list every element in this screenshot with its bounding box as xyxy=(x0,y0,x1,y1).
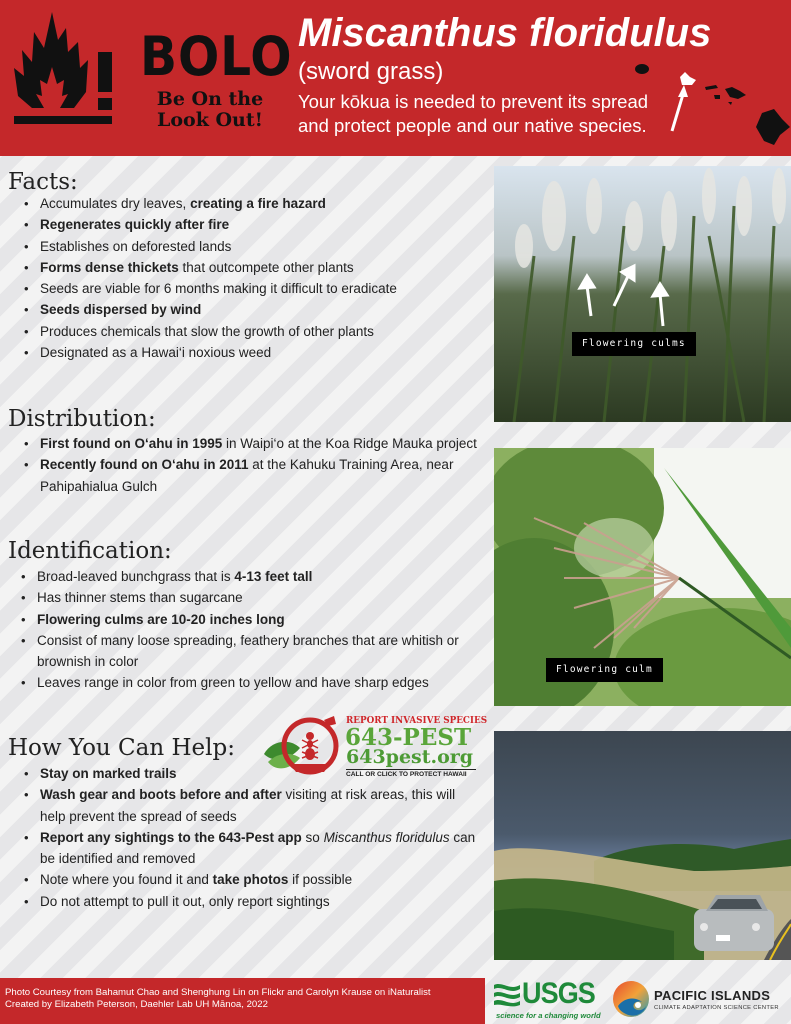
list-item: • Consist of many loose spreading, feathery branches that are whitish or brownish in color xyxy=(21,630,471,673)
photo-caption: Flowering culms xyxy=(572,332,696,356)
fire-hazard-icon xyxy=(12,12,112,124)
bolo-subtitle-line1: Be On the xyxy=(156,88,264,110)
tagline-line1: Your kōkua is needed to prevent its spread xyxy=(298,91,649,112)
report-invasive-label: REPORT INVASIVE SPECIES xyxy=(346,716,488,726)
identification-title: Identification: xyxy=(8,538,172,564)
credit-line2: Created by Elizabeth Peterson, Daehler Lab UH Mānoa, 2022 xyxy=(5,999,268,1010)
list-item: • First found on O‘ahu in 1995 in Waipi‘o at the Koa Ridge Mauka project xyxy=(24,433,484,454)
usgs-tagline: science for a changing world xyxy=(496,1011,601,1020)
pest-website-link[interactable]: 643pest.org xyxy=(346,746,474,768)
help-list xyxy=(24,763,484,912)
pest-phone-number[interactable]: 643-PEST xyxy=(345,724,472,751)
usgs-wave-icon xyxy=(494,981,520,1007)
grass-stand-photo xyxy=(494,166,791,422)
list-item: • Has thinner stems than sugarcane xyxy=(21,587,471,608)
common-name: (sword grass) xyxy=(298,58,444,85)
report-pest-logo[interactable] xyxy=(262,714,488,778)
list-item: • Forms dense thickets that outcompete other plants xyxy=(24,257,397,278)
header-banner xyxy=(0,0,791,156)
call-to-action-label: CALL OR CLICK TO PROTECT HAWAII xyxy=(346,771,467,778)
identification-list xyxy=(21,566,471,694)
pacific-islands-casc-logo[interactable] xyxy=(612,980,787,1020)
ant-snake-emblem-icon xyxy=(262,714,342,778)
photo-credits xyxy=(0,978,485,1024)
list-item: • Regenerates quickly after fire xyxy=(24,214,397,235)
photo-roadside-stand xyxy=(494,731,791,960)
list-item: • Wash gear and boots before and after visiting at risk areas, this will help prevent the spread of seeds xyxy=(24,784,484,827)
species-name: Miscanthus floridulus xyxy=(298,11,712,55)
list-item: • Report any sightings to the 643-Pest app so Miscanthus floridulus can be identified and removed xyxy=(24,827,484,870)
list-item: • Recently found on O‘ahu in 2011 at the Kahuku Training Area, near Pahipahialua Gulch xyxy=(24,454,484,497)
tagline xyxy=(298,90,658,138)
photo-flowering-culm xyxy=(494,448,791,706)
pacific-islands-wave-icon xyxy=(612,980,650,1018)
list-item: • Seeds are viable for 6 months making it difficult to eradicate xyxy=(24,278,397,299)
credit-line1: Photo Courtesy from Bahamut Chao and Shenghung Lin on Flickr and Carolyn Krause on iNaturalist xyxy=(5,987,431,998)
help-title: How You Can Help: xyxy=(8,735,235,761)
list-item: • Stay on marked trails xyxy=(24,763,484,784)
distribution-list xyxy=(24,433,484,497)
facts-title: Facts: xyxy=(8,169,78,195)
bolo-subtitle-line2: Look Out! xyxy=(157,109,263,131)
tagline-line2: and protect people and our native species. xyxy=(298,115,647,136)
pacific-islands-name: PACIFIC ISLANDS xyxy=(654,988,771,1003)
list-item: • Establishes on deforested lands xyxy=(24,236,397,257)
list-item: • Flowering culms are 10-20 inches long xyxy=(21,609,471,630)
usgs-logo[interactable] xyxy=(494,979,604,1021)
list-item: • Note where you found it and take photos if possible xyxy=(24,869,484,890)
hawaii-islands-map xyxy=(630,55,791,150)
bolo-subtitle xyxy=(140,89,280,131)
photo-flowering-culms xyxy=(494,166,791,422)
bolo-title: BOLO xyxy=(140,25,293,88)
divider xyxy=(346,769,476,770)
usgs-wordmark: USGS xyxy=(522,977,595,1010)
list-item: • Leaves range in color from green to yellow and have sharp edges xyxy=(21,672,471,693)
list-item: • Produces chemicals that slow the growth of other plants xyxy=(24,321,397,342)
photo-caption: Flowering culm xyxy=(546,658,663,682)
list-item: • Do not attempt to pull it out, only report sightings xyxy=(24,891,484,912)
casc-subtitle: CLIMATE ADAPTATION SCIENCE CENTER xyxy=(654,1005,779,1011)
distribution-title: Distribution: xyxy=(8,406,156,432)
list-item: • Accumulates dry leaves, creating a fire hazard xyxy=(24,193,397,214)
facts-list xyxy=(24,193,397,363)
roadside-grass-photo xyxy=(494,731,791,960)
list-item: • Seeds dispersed by wind xyxy=(24,299,397,320)
list-item: • Broad-leaved bunchgrass that is 4-13 feet tall xyxy=(21,566,471,587)
list-item: • Designated as a Hawai‘i noxious weed xyxy=(24,342,397,363)
